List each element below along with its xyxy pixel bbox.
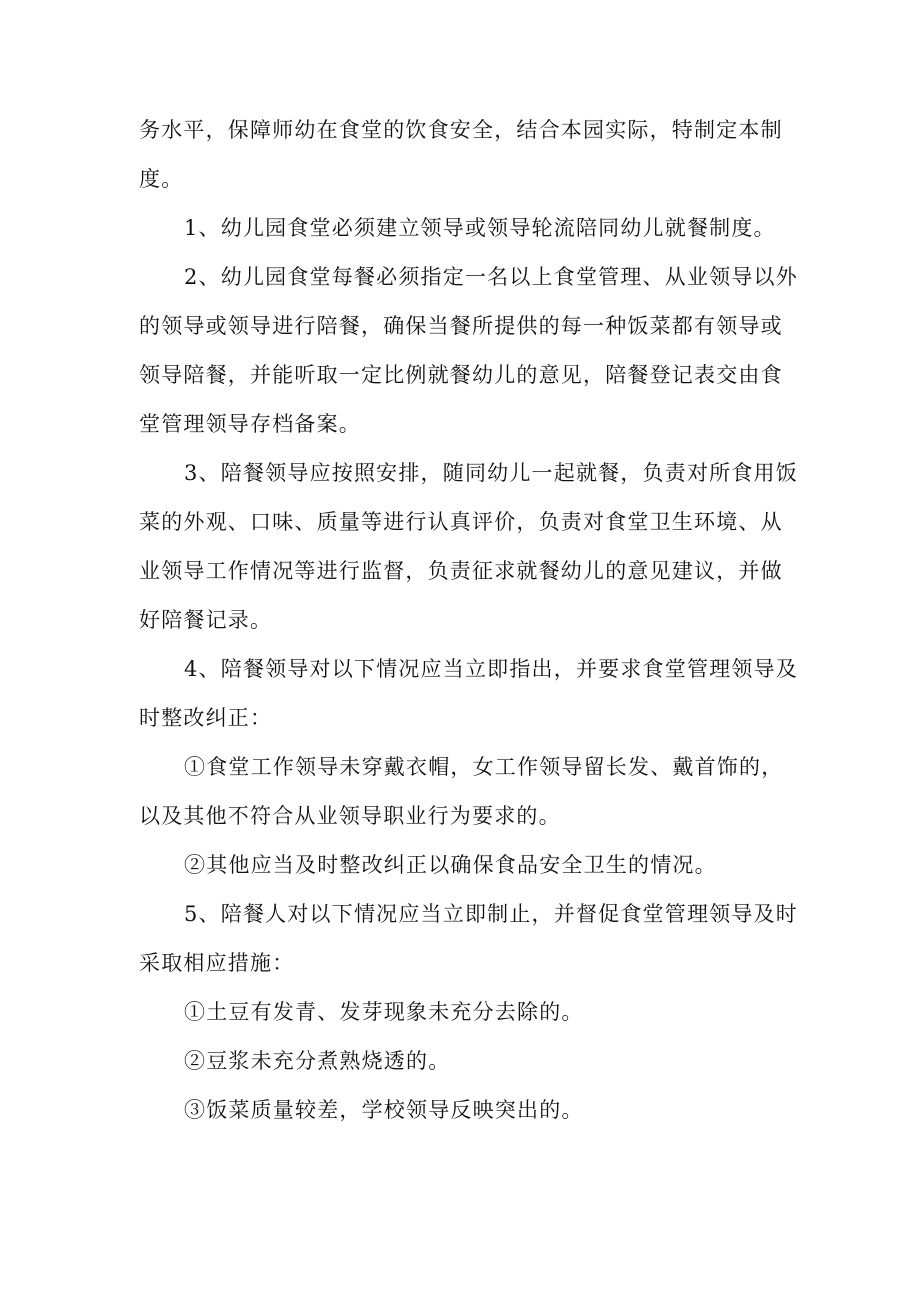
paragraph-subitem-4-1: ①食堂工作领导未穿戴衣帽，女工作领导留长发、戴首饰的，以及其他不符合从业领导职业行为要求的。: [139, 755, 784, 828]
paragraph-item-2: 2、幼儿园食堂每餐必须指定一名以上食堂管理、从业领导以外的领导或领导进行陪餐，确保当餐所提供的每一种饭菜都有领导或领导陪餐，并能听取一定比例就餐幼儿的意见，陪餐登记表交由食堂管理领导存档备案。: [139, 265, 798, 436]
document-body: [139, 106, 799, 1135]
paragraph-item-3: 3、陪餐领导应按照安排，随同幼儿一起就餐，负责对所食用饭菜的外观、口味、质量等进行认真评价，负责对食堂卫生环境、从业领导工作情况等进行监督，负责征求就餐幼儿的意见建议，并做好陪餐记录。: [139, 461, 798, 632]
paragraph-item-1: 1、幼儿园食堂必须建立领导或领导轮流陪同幼儿就餐制度。: [184, 216, 776, 240]
paragraph-item-4: 4、陪餐领导对以下情况应当立即指出，并要求食堂管理领导及时整改纠正：: [139, 657, 798, 730]
paragraph-continuation: 务水平，保障师幼在食堂的饮食安全，结合本园实际，特制定本制度。: [139, 118, 783, 191]
paragraph-subitem-5-3: ③饭菜质量较差，学校领导反映突出的。: [184, 1098, 584, 1122]
paragraph-subitem-4-2: ②其他应当及时整改纠正以确保食品安全卫生的情况。: [184, 853, 717, 877]
paragraph-subitem-5-1: ①土豆有发青、发芽现象未充分去除的。: [184, 1000, 584, 1024]
paragraph-subitem-5-2: ②豆浆未充分煮熟烧透的。: [184, 1049, 451, 1073]
paragraph-item-5: 5、陪餐人对以下情况应当立即制止，并督促食堂管理领导及时采取相应措施：: [139, 902, 798, 975]
